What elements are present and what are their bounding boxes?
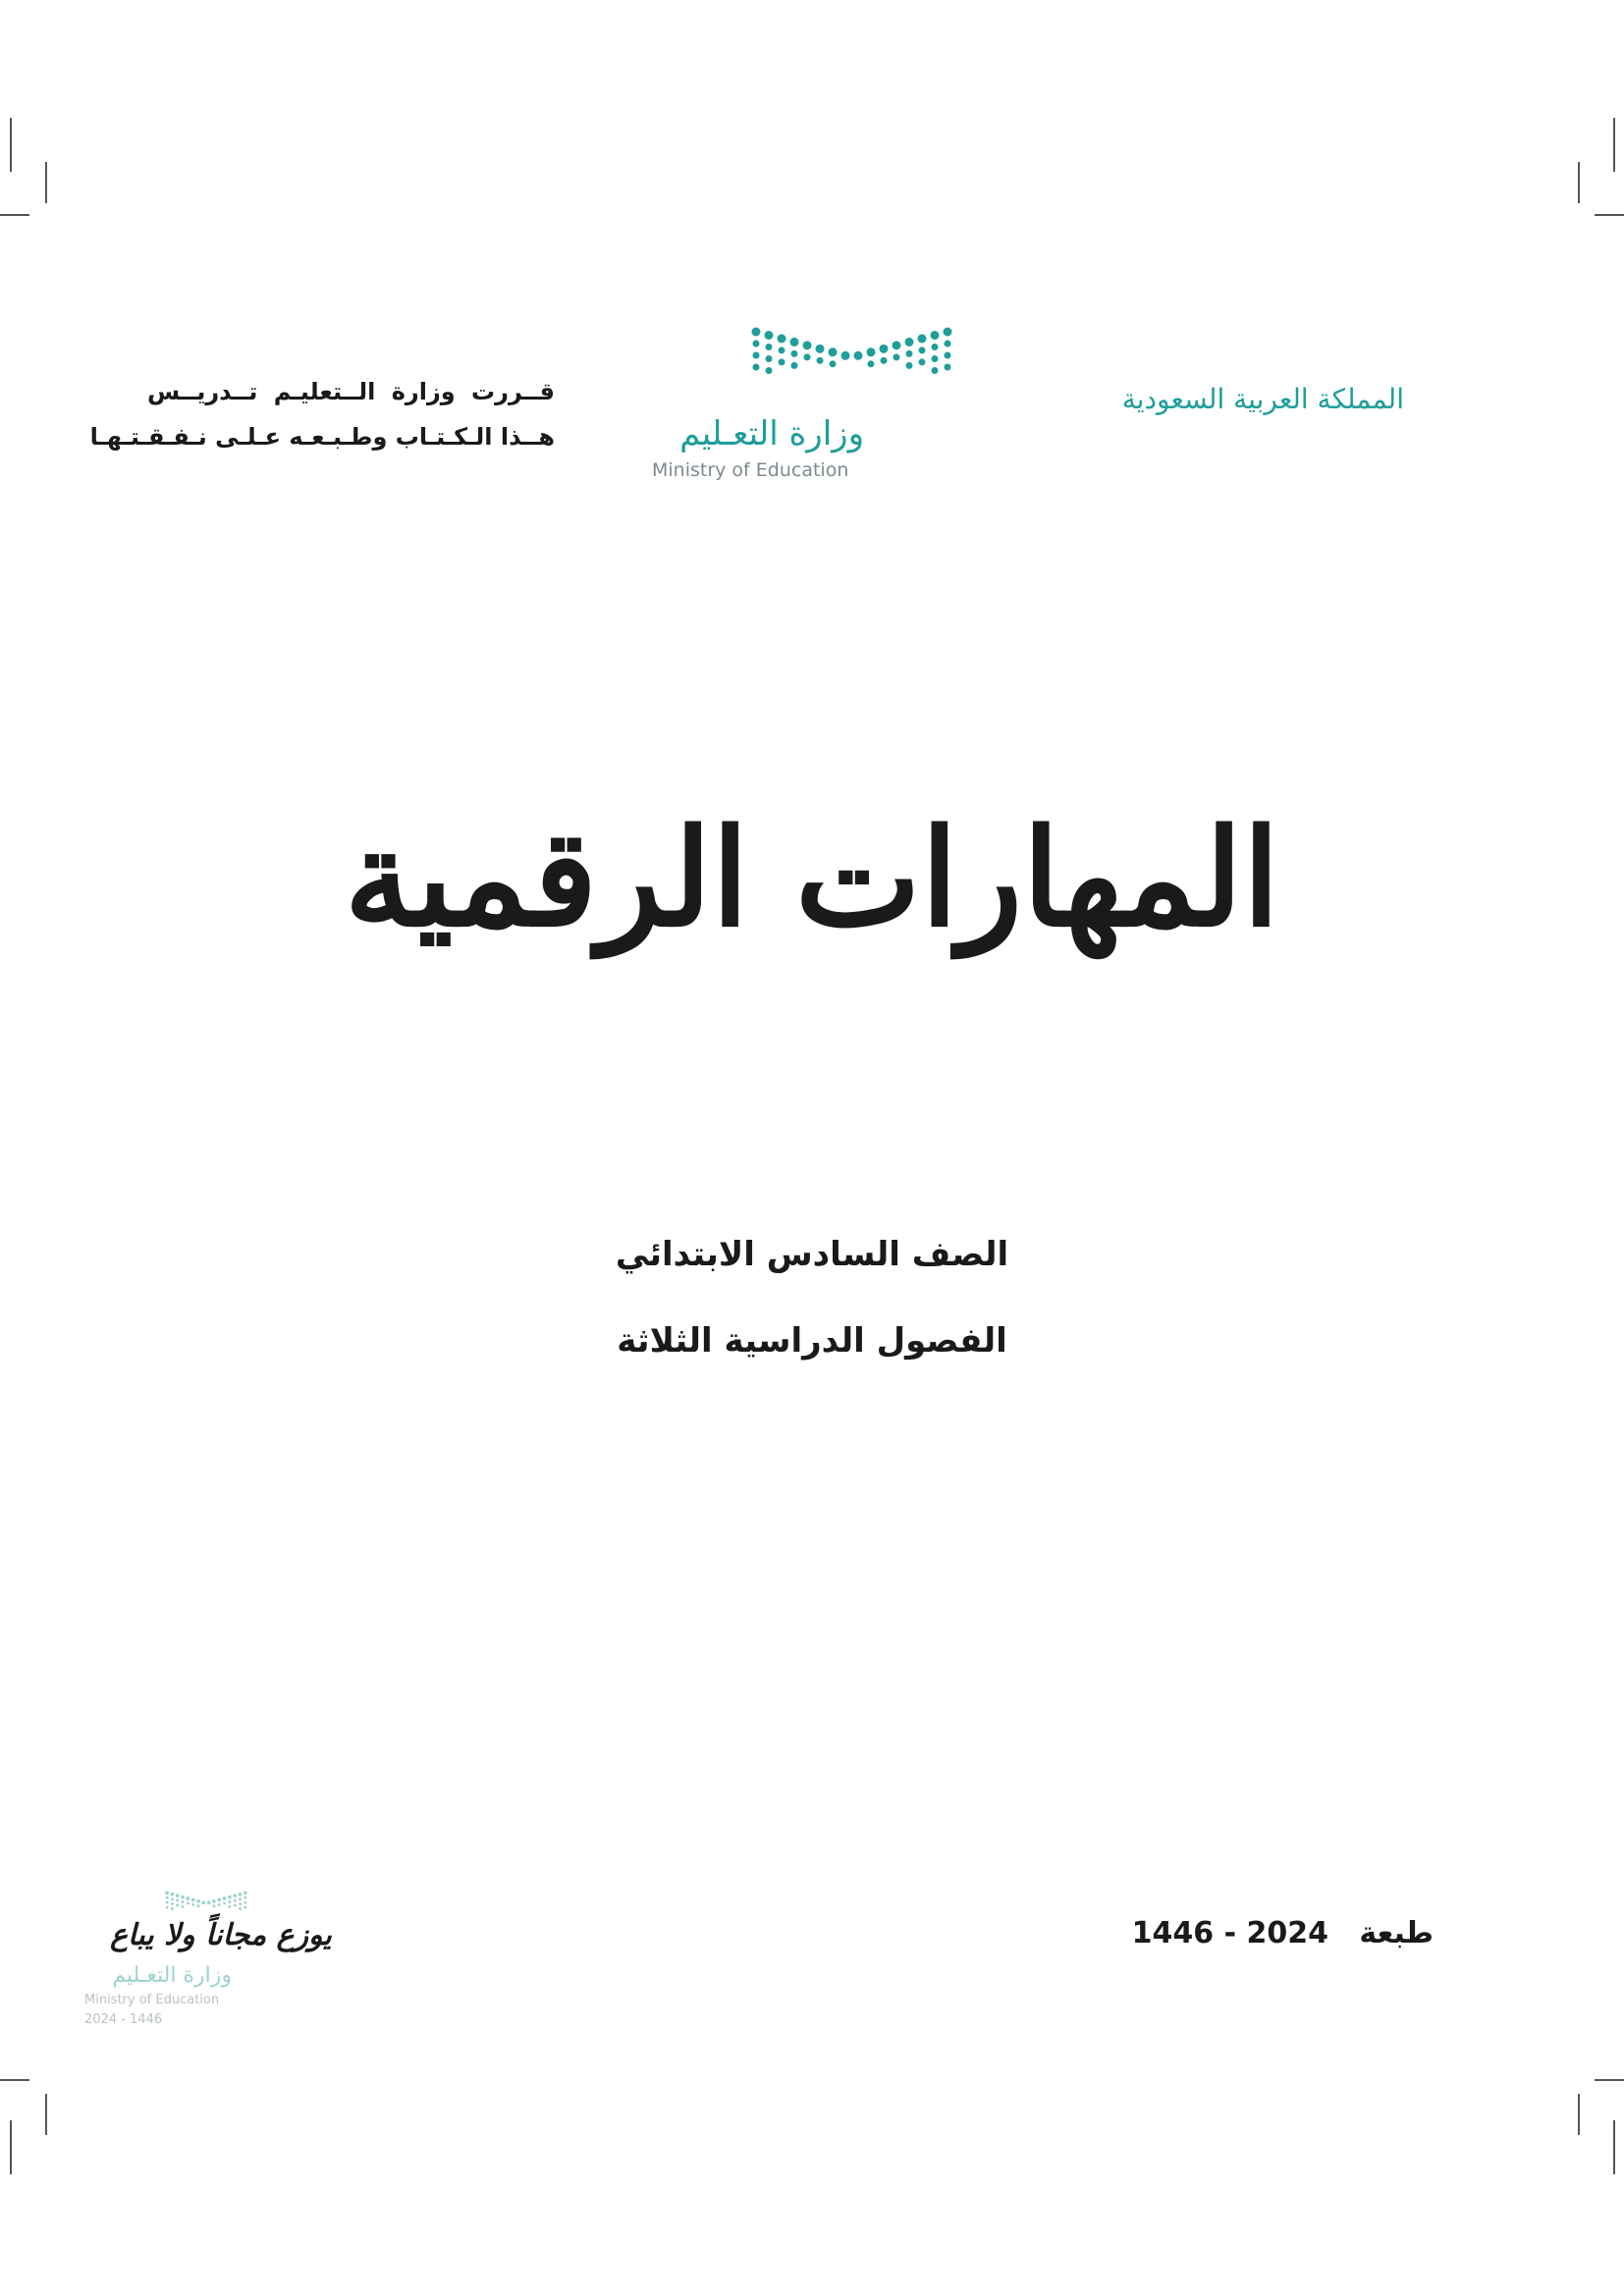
crop-mark-bottom-right [1613,2120,1615,2174]
logo-dot [893,341,901,349]
logo-dot [841,351,850,360]
logo-dot [171,1907,174,1910]
logo-dot [166,1906,169,1909]
logo-dot [868,360,875,367]
logo-dot [830,360,837,367]
logo-dot [829,347,838,356]
crop-mark-bottom-left [10,2120,12,2174]
logo-dot [171,1902,174,1905]
logo-dot [212,1899,216,1903]
logo-dot [166,1901,169,1904]
crop-mark-bottom-right [1578,2094,1580,2135]
logo-dot [932,355,939,362]
distribution-years: 2024 - 1446 [84,2012,163,2027]
logo-dot [244,1906,246,1909]
approval-line: قــررت وزارة الــتعليـم تــدريــس [147,378,555,405]
logo-dot [918,334,927,343]
logo-dot [228,1900,231,1903]
logo-dot [945,352,951,359]
logo-dot [881,357,888,364]
logo-dot [906,350,913,357]
logo-dot [945,364,951,371]
logo-dot [176,1904,179,1907]
logo-dot [234,1899,237,1902]
logo-dot [239,1897,242,1900]
semesters-label: الفصول الدراسية الثلاثة [617,1321,1007,1361]
logo-dot [880,345,889,353]
free-distribution-stamp [79,1885,363,2042]
logo-dot [790,338,799,347]
logo-dot [779,358,785,365]
logo-dot [766,355,773,362]
crop-mark-top-right [1595,214,1624,216]
free-distribution-slogan: يوزع مجاناً ولا يباع [110,1918,332,1952]
logo-dot [765,331,774,340]
logo-dot [223,1896,227,1900]
logo-dot [817,357,824,364]
crop-mark-top-right [1613,118,1615,172]
logo-dot [919,347,926,353]
logo-dot [239,1893,243,1896]
ministry-name-arabic: وزارة التعـليم [679,414,864,454]
logo-dot [816,345,825,353]
logo-dot [803,341,812,349]
logo-dot [753,352,760,359]
crop-mark-top-left [0,214,29,216]
crop-mark-top-left [10,118,12,172]
logo-dot [239,1902,242,1905]
logo-dot [244,1891,247,1895]
logo-dot [171,1893,175,1896]
ministry-name-english: Ministry of Education [84,1993,220,2007]
logo-dot [191,1903,194,1906]
logo-dot [932,367,939,374]
logo-dot [197,1904,200,1907]
logo-dot [778,334,786,343]
grade-label: الصف السادس الابتدائي [615,1235,1009,1274]
logo-dot [244,1896,246,1899]
edition-years: 1446 - 2024 [1131,1916,1329,1950]
logo-dot [919,358,926,365]
logo-dot [791,362,798,369]
logo-dot [944,328,952,337]
logo-dot [181,1896,185,1899]
logo-dot [753,364,760,371]
logo-dot [905,338,914,347]
approval-statement [89,369,555,459]
ministry-name-english: Ministry of Education [652,459,849,481]
ministry-name-arabic: وزارة التعـليم [112,1963,232,1988]
crop-mark-top-right [1578,162,1580,203]
logo-dot [182,1900,185,1903]
logo-dot [176,1894,180,1897]
logo-dot [196,1899,200,1903]
logo-dot [766,367,773,374]
crop-mark-bottom-left [45,2094,47,2135]
logo-dot [165,1891,169,1895]
logo-dot [213,1904,216,1907]
crop-mark-bottom-right [1595,2079,1624,2081]
crop-mark-bottom-left [0,2079,29,2081]
logo-dot [244,1901,246,1904]
logo-dot [228,1896,232,1899]
edition-label [1131,1916,1434,1950]
logo-dot [945,341,951,347]
ministry-logo [648,324,962,491]
logo-dot [906,362,913,369]
logo-dot [207,1900,211,1904]
logo-dot [171,1897,174,1900]
logo-dot [932,344,939,350]
logo-dot [766,344,773,350]
logo-dot [854,351,863,360]
logo-dot [753,341,760,347]
logo-dot [779,347,785,353]
logo-dot [893,353,900,360]
logo-dot [218,1903,221,1906]
approval-line: هــذا الـكـتـاب وطـبـعـه عـلـى نـفـقـتـهـا [89,423,555,451]
logo-dot [804,353,811,360]
logo-dot [187,1901,189,1904]
logo-dot [201,1900,205,1904]
logo-dot [217,1898,221,1902]
logo-dot [166,1896,169,1899]
kingdom-name: المملكة العربية السعودية [1121,383,1404,415]
logo-dot [752,328,761,337]
logo-dot [867,347,876,356]
edition-word: طبعة [1359,1916,1434,1950]
crop-mark-top-left [45,162,47,203]
logo-dot [191,1898,195,1902]
logo-dot [233,1894,237,1897]
logo-dot [223,1901,226,1904]
dotted-book-logo-icon [746,324,962,400]
logo-dot [182,1905,185,1908]
logo-dot [176,1899,179,1902]
logo-dot [228,1905,231,1908]
logo-dot [187,1896,190,1900]
logo-dot [239,1907,242,1910]
logo-dot [791,350,798,357]
book-title: المهارات الرقمية [344,800,1280,957]
dotted-book-logo-icon [163,1889,251,1922]
logo-dot [931,331,940,340]
logo-dot [234,1904,237,1907]
